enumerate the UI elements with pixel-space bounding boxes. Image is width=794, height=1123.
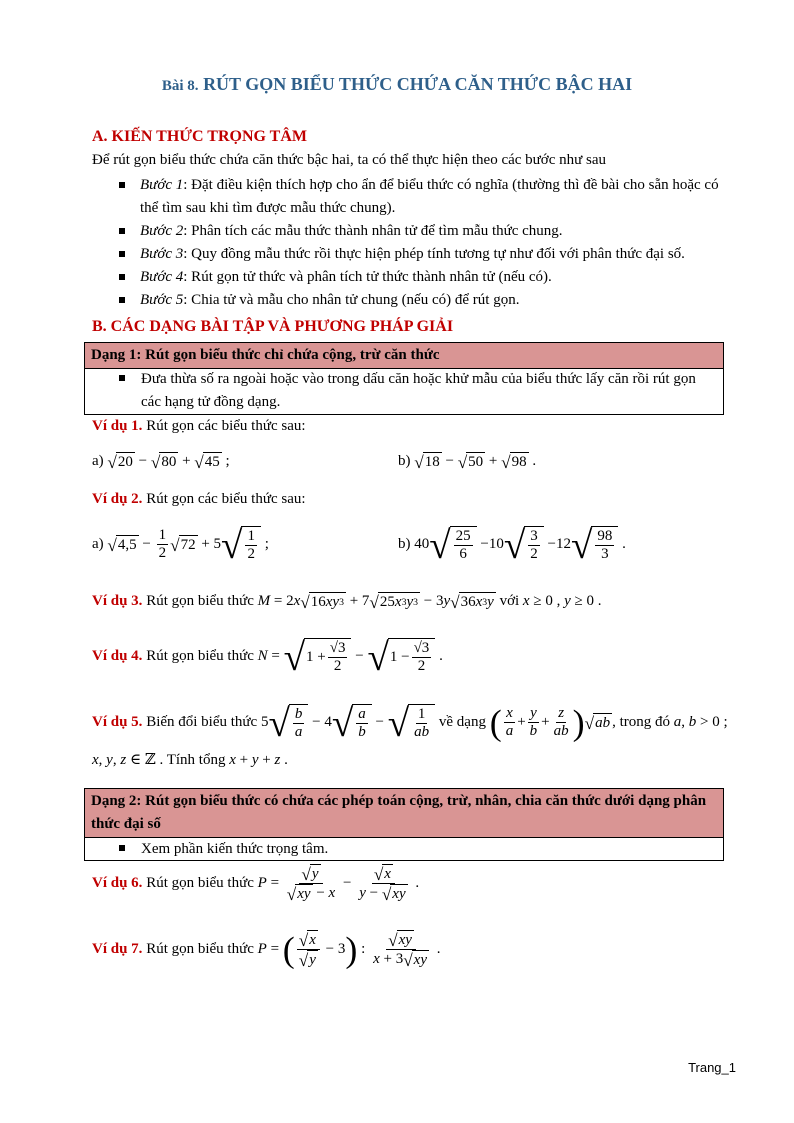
- type1-method-box: [84, 367, 724, 415]
- example-2: Ví dụ 2. Rút gọn các biểu thức sau:: [92, 491, 306, 507]
- step-item: Bước 2: Phân tích các mẫu thức thành nhân tử để tìm mẫu thức chung.: [92, 220, 740, 243]
- lesson-number: Bài 8.: [161, 78, 199, 94]
- bullet-square-icon: [119, 274, 125, 280]
- example-1b: b) √ 18 − √ 50 + √ 98 .: [398, 452, 537, 472]
- step-item: Bước 3: Quy đồng mẫu thức rồi thực hiện phép tính tương tự như đối với phân thức đại số.: [92, 243, 740, 266]
- example-2b: b) 40 √ $\frac{25}{6}$ −10 √ $\frac{3}{2}$ −12 √ $\frac{98}{3}$ .: [398, 524, 626, 568]
- type2-title: Dạng 2: Rút gọn biểu thức có chứa các phép toán cộng, trừ, nhân, chia căn thức dưới dạng phân thức đại số: [84, 788, 724, 838]
- example-2a: a) √ 4,5 − $\frac{1}{2}$ √ 72 + 5 √ $\frac{1}{2}$ ;: [92, 524, 269, 568]
- bullet-square-icon: [119, 251, 125, 257]
- section-a-heading: A. KIẾN THỨC TRỌNG TÂM: [92, 128, 307, 145]
- section-b-heading: B. CÁC DẠNG BÀI TẬP VÀ PHƯƠNG PHÁP GIẢI: [92, 318, 454, 335]
- step-item: Bước 1: Đặt điều kiện thích hợp cho ẩn để biểu thức có nghĩa (thường thì đề bài cho sẵn hoặc có thể tìm sau khi tìm được mẫu thức chung).: [92, 174, 740, 220]
- step-item: Bước 5: Chia tử và mẫu cho nhân tử chung (nếu có) để rút gọn.: [92, 289, 740, 312]
- bullet-square-icon: [119, 375, 125, 381]
- bullet-square-icon: [119, 228, 125, 234]
- bullet-square-icon: [119, 297, 125, 303]
- bullet-square-icon: [119, 182, 125, 188]
- example-6: Ví dụ 6. Rút gọn biểu thức P = √ y √ xy − x − √ x y − √ xy .: [92, 865, 420, 905]
- page-footer: Trang_1: [688, 1060, 736, 1075]
- type1-title: Dạng 1: Rút gọn biểu thức chỉ chứa cộng, trừ căn thức: [84, 342, 724, 369]
- type2-method-box: [84, 837, 724, 861]
- bullet-square-icon: [119, 845, 125, 851]
- example-7: Ví dụ 7. Rút gọn biểu thức P = ( √ x √ y − 3) : √ xy x + 3 √ xy .: [92, 929, 441, 971]
- step-item: Bước 4: Rút gọn tử thức và phân tích tử thức thành nhân tử (nếu có).: [92, 266, 740, 289]
- steps-list: [92, 174, 740, 312]
- example-5-cont: x, y, z ∈ ℤ . Tính tổng x + y + z .: [92, 752, 288, 768]
- section-a-intro: Để rút gọn biểu thức chứa căn thức bậc hai, ta có thể thực hiện theo các bước như sau: [92, 152, 607, 168]
- type2-method: Xem phần kiến thức trọng tâm.: [85, 837, 723, 861]
- example-4: Ví dụ 4. Rút gọn biểu thức N = √ 1 + $\frac{√3}{2}$ − √ 1 − $\frac{√3}{2}$ .: [92, 636, 443, 680]
- example-1a: a) √ 20 − √ 80 + √ 45 ;: [92, 452, 230, 472]
- page-title: [0, 74, 794, 95]
- example-3: Ví dụ 3. Rút gọn biểu thức M = 2x √ 16 xy 3 + 7 √ 25 x 3 y 3 − 3y √ 36 x 3 y với x ≥ 0 , y ≥ 0 .: [92, 592, 602, 612]
- example-5: Ví dụ 5. Biến đổi biểu thức 5 √ $\frac{b}{a}$ − 4 √ $\frac{a}{b}$ − √ $\frac{1}{ab}$ về dạng ( $\frac{x}{a}$ + $\frac{y}{b}$ + $\frac{z}{ab}$ ) √ ab , trong đó a, b > 0 ;: [92, 702, 728, 746]
- type1-method: Đưa thừa số ra ngoài hoặc vào trong dấu căn hoặc khử mẫu của biểu thức lấy căn rồi rút gọn các hạng tử đồng dạng.: [85, 367, 723, 414]
- lesson-title: RÚT GỌN BIỂU THỨC CHỨA CĂN THỨC BẬC HAI: [203, 74, 633, 94]
- example-1: Ví dụ 1. Rút gọn các biểu thức sau:: [92, 418, 306, 434]
